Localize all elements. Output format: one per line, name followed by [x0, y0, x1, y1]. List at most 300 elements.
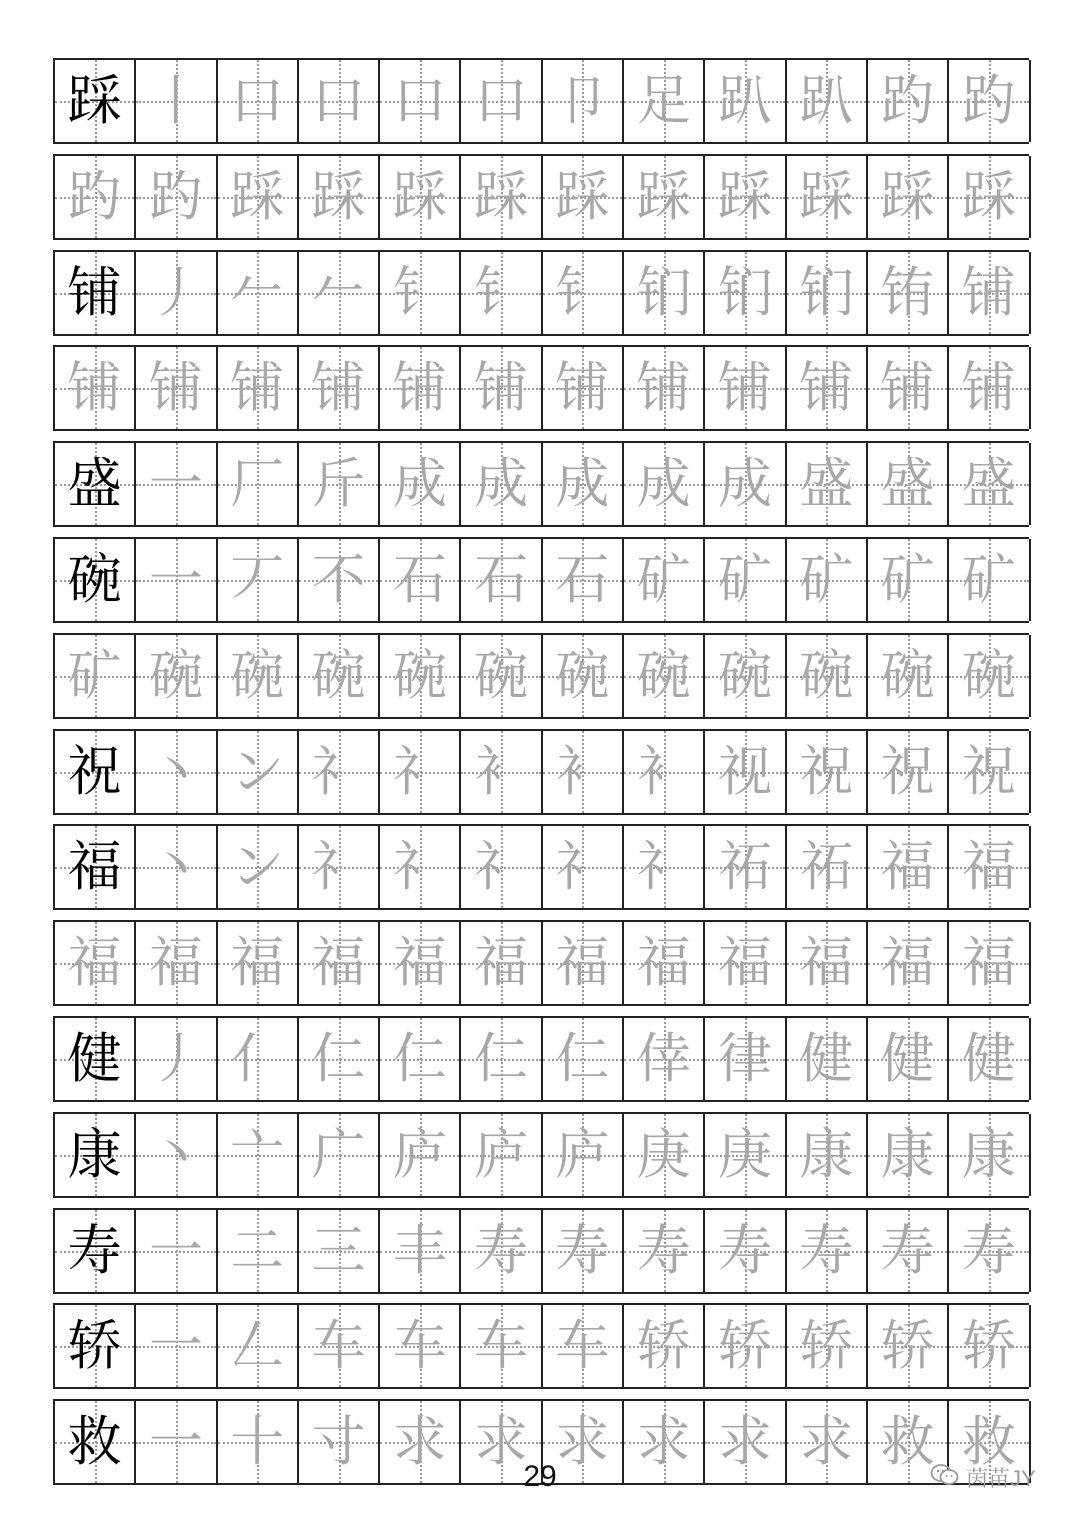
- tracing-cell[interactable]: [136, 922, 217, 1004]
- stroke-order-character: 踩: [230, 164, 285, 228]
- tracing-cell[interactable]: [380, 60, 461, 142]
- stroke-order-character: 成: [718, 452, 773, 516]
- stroke-order-character: 求: [799, 1410, 854, 1474]
- practice-row: [53, 250, 1029, 336]
- tracing-cell[interactable]: [787, 1018, 868, 1100]
- stroke-order-character: 铺: [67, 356, 122, 420]
- stroke-order-character: 求: [718, 1410, 773, 1474]
- tracing-cell[interactable]: [868, 252, 949, 334]
- tracing-cell[interactable]: [868, 1401, 949, 1483]
- tracing-cell[interactable]: [705, 635, 786, 717]
- stroke-order-character: 救: [880, 1410, 935, 1474]
- stroke-order-character: 口: [311, 69, 366, 132]
- stroke-order-character: 铺: [961, 260, 1016, 324]
- tracing-cell[interactable]: [218, 1401, 299, 1483]
- stroke-order-character: 𠃋: [230, 1314, 285, 1378]
- stroke-order-character: 丶: [148, 835, 203, 899]
- tracing-cell[interactable]: [624, 635, 705, 717]
- stroke-order-character: 碗: [961, 643, 1016, 707]
- stroke-order-character: 趵: [961, 69, 1016, 132]
- tracing-cell[interactable]: [705, 1210, 786, 1292]
- stroke-order-character: 一: [148, 1410, 203, 1474]
- stroke-order-character: 趵: [67, 164, 122, 228]
- tracing-cell[interactable]: [299, 1401, 380, 1483]
- stroke-order-character: 三: [311, 1218, 366, 1282]
- tracing-cell[interactable]: [543, 731, 624, 813]
- stroke-order-character: 寿: [880, 1218, 935, 1282]
- stroke-order-character: 碗: [392, 643, 447, 707]
- stroke-order-character: 礻: [392, 835, 447, 899]
- tracing-cell[interactable]: [543, 635, 624, 717]
- tracing-cell[interactable]: [705, 539, 786, 621]
- stroke-order-character: 礻: [311, 835, 366, 899]
- stroke-order-character: 成: [555, 452, 610, 516]
- tracing-cell[interactable]: [787, 252, 868, 334]
- stroke-order-character: 康: [961, 1122, 1016, 1186]
- stroke-order-character: 踩: [311, 164, 366, 228]
- stroke-order-character: 成: [474, 452, 529, 516]
- tracing-cell[interactable]: [380, 156, 461, 238]
- stroke-order-character: 铺: [880, 356, 935, 420]
- model-character: 踩: [67, 69, 122, 132]
- stroke-order-character: 寿: [636, 1218, 691, 1282]
- stroke-order-character: 礻: [555, 835, 610, 899]
- stroke-order-character: 祏: [799, 835, 854, 899]
- stroke-order-character: 庐: [555, 1122, 610, 1186]
- stroke-order-character: 车: [474, 1314, 529, 1378]
- stroke-order-character: 盛: [799, 452, 854, 516]
- tracing-cell[interactable]: [624, 539, 705, 621]
- stroke-order-character: ン: [230, 739, 285, 803]
- practice-row: [53, 537, 1029, 623]
- tracing-cell[interactable]: [543, 252, 624, 334]
- tracing-cell[interactable]: [949, 156, 1030, 238]
- tracing-cell[interactable]: [136, 1114, 217, 1196]
- stroke-order-character: 轿: [718, 1314, 773, 1378]
- tracing-cell[interactable]: [868, 922, 949, 1004]
- tracing-cell[interactable]: [624, 347, 705, 429]
- stroke-order-character: 福: [311, 931, 366, 995]
- stroke-order-character: 碗: [230, 643, 285, 707]
- stroke-order-character: 一: [148, 1218, 203, 1282]
- tracing-cell[interactable]: [949, 539, 1030, 621]
- tracing-cell[interactable]: [705, 1401, 786, 1483]
- tracing-cell[interactable]: [705, 156, 786, 238]
- model-character-cell: [55, 1018, 136, 1100]
- tracing-cell[interactable]: [868, 60, 949, 142]
- tracing-cell[interactable]: [787, 539, 868, 621]
- stroke-order-character: 盛: [961, 452, 1016, 516]
- tracing-cell[interactable]: [624, 443, 705, 525]
- stroke-order-character: 福: [230, 931, 285, 995]
- tracing-cell[interactable]: [299, 826, 380, 908]
- tracing-cell[interactable]: [787, 1305, 868, 1387]
- practice-row: [53, 1303, 1029, 1389]
- model-character-cell: [55, 60, 136, 142]
- tracing-cell[interactable]: [218, 731, 299, 813]
- tracing-cell[interactable]: [705, 252, 786, 334]
- tracing-cell[interactable]: [624, 826, 705, 908]
- stroke-order-character: 福: [392, 931, 447, 995]
- tracing-cell[interactable]: [136, 1401, 217, 1483]
- tracing-cell[interactable]: [218, 1018, 299, 1100]
- tracing-cell[interactable]: [624, 156, 705, 238]
- tracing-cell[interactable]: [218, 922, 299, 1004]
- tracing-cell[interactable]: [299, 156, 380, 238]
- tracing-cell[interactable]: [868, 731, 949, 813]
- stroke-order-character: 庚: [718, 1122, 773, 1186]
- tracing-cell[interactable]: [136, 252, 217, 334]
- stroke-order-character: 丨: [148, 69, 203, 132]
- stroke-order-character: 铺: [961, 356, 1016, 420]
- stroke-order-character: 趵: [148, 164, 203, 228]
- stroke-order-character: 求: [555, 1410, 610, 1474]
- tracing-cell[interactable]: [461, 156, 542, 238]
- stroke-order-character: 踩: [474, 164, 529, 228]
- tracing-cell[interactable]: [543, 539, 624, 621]
- tracing-cell[interactable]: [461, 1305, 542, 1387]
- model-character-cell: [55, 252, 136, 334]
- tracing-cell[interactable]: [543, 1305, 624, 1387]
- stroke-order-character: 寿: [961, 1218, 1016, 1282]
- stroke-order-character: 庐: [474, 1122, 529, 1186]
- tracing-cell[interactable]: [624, 1401, 705, 1483]
- tracing-cell[interactable]: [787, 443, 868, 525]
- tracing-cell[interactable]: [136, 156, 217, 238]
- stroke-order-character: 福: [636, 931, 691, 995]
- tracing-cell[interactable]: [299, 1018, 380, 1100]
- tracing-cell[interactable]: [868, 826, 949, 908]
- tracing-cell[interactable]: [868, 347, 949, 429]
- tracing-cell[interactable]: [949, 60, 1030, 142]
- stroke-order-character: 福: [961, 931, 1016, 995]
- model-character-cell: [55, 443, 136, 525]
- stroke-order-character: 一: [148, 1314, 203, 1378]
- tracing-cell[interactable]: [299, 252, 380, 334]
- tracing-cell[interactable]: [543, 443, 624, 525]
- tracing-cell[interactable]: [136, 443, 217, 525]
- tracing-cell[interactable]: [299, 60, 380, 142]
- model-character-cell: [55, 1114, 136, 1196]
- practice-row: [53, 441, 1029, 527]
- stroke-order-character: 趵: [880, 69, 935, 132]
- stroke-order-character: 铺: [636, 356, 691, 420]
- tracing-cell[interactable]: [787, 922, 868, 1004]
- tracing-cell[interactable]: [868, 635, 949, 717]
- tracing-cell[interactable]: [461, 635, 542, 717]
- tracing-cell[interactable]: [949, 1401, 1030, 1483]
- stroke-order-character: 衤: [555, 739, 610, 803]
- tracing-cell[interactable]: [624, 1114, 705, 1196]
- tracing-cell[interactable]: [218, 252, 299, 334]
- tracing-cell[interactable]: [543, 156, 624, 238]
- tracing-cell[interactable]: [380, 1114, 461, 1196]
- tracing-cell[interactable]: [624, 1018, 705, 1100]
- tracing-cell[interactable]: [299, 922, 380, 1004]
- tracing-cell[interactable]: [949, 635, 1030, 717]
- stroke-order-character: 一: [148, 452, 203, 516]
- tracing-cell[interactable]: [136, 539, 217, 621]
- practice-row: [53, 729, 1029, 815]
- tracing-cell[interactable]: [705, 443, 786, 525]
- tracing-cell[interactable]: [461, 1018, 542, 1100]
- tracing-cell[interactable]: [705, 826, 786, 908]
- tracing-cell[interactable]: [705, 1305, 786, 1387]
- stroke-order-character: 矿: [67, 643, 122, 707]
- tracing-cell[interactable]: [868, 1210, 949, 1292]
- tracing-cell[interactable]: [543, 60, 624, 142]
- tracing-cell[interactable]: [380, 1305, 461, 1387]
- tracing-cell[interactable]: [136, 1305, 217, 1387]
- stroke-order-character: 祝: [799, 739, 854, 803]
- tracing-cell[interactable]: [543, 1210, 624, 1292]
- stroke-order-character: 斤: [311, 452, 366, 516]
- stroke-order-character: 福: [880, 835, 935, 899]
- tracing-cell[interactable]: [868, 1305, 949, 1387]
- tracing-cell[interactable]: [299, 539, 380, 621]
- practice-row: [53, 824, 1029, 910]
- stroke-order-character: 寿: [718, 1218, 773, 1282]
- stroke-order-character: 碗: [474, 643, 529, 707]
- tracing-cell[interactable]: [136, 731, 217, 813]
- tracing-cell[interactable]: [461, 539, 542, 621]
- practice-row: [53, 154, 1029, 240]
- tracing-cell[interactable]: [868, 1114, 949, 1196]
- tracing-cell[interactable]: [299, 1210, 380, 1292]
- tracing-cell[interactable]: [787, 156, 868, 238]
- stroke-order-character: 寿: [474, 1218, 529, 1282]
- tracing-cell[interactable]: [543, 347, 624, 429]
- stroke-order-character: 碗: [311, 643, 366, 707]
- tracing-cell[interactable]: [543, 1018, 624, 1100]
- tracing-cell[interactable]: [299, 1114, 380, 1196]
- stroke-order-character: 不: [311, 547, 366, 611]
- tracing-cell[interactable]: [136, 826, 217, 908]
- tracing-cell[interactable]: [949, 826, 1030, 908]
- tracing-cell[interactable]: [705, 60, 786, 142]
- stroke-order-character: 求: [636, 1410, 691, 1474]
- tracing-cell[interactable]: [380, 731, 461, 813]
- stroke-order-character: 铺: [392, 356, 447, 420]
- stroke-order-character: 健: [961, 1026, 1016, 1090]
- tracing-cell[interactable]: [949, 252, 1030, 334]
- tracing-cell[interactable]: [787, 1210, 868, 1292]
- tracing-cell[interactable]: [705, 922, 786, 1004]
- stroke-order-character: 碗: [636, 643, 691, 707]
- stroke-order-character: 广: [311, 1122, 366, 1186]
- tracing-cell[interactable]: [949, 1018, 1030, 1100]
- model-character-cell: [55, 539, 136, 621]
- stroke-order-character: 亠: [230, 1122, 285, 1186]
- tracing-cell[interactable]: [55, 922, 136, 1004]
- stroke-order-character: 踩: [718, 164, 773, 228]
- stroke-order-character: 成: [636, 452, 691, 516]
- stroke-order-character: 福: [67, 931, 122, 995]
- stroke-order-character: 钔: [799, 260, 854, 324]
- tracing-cell[interactable]: [787, 731, 868, 813]
- tracing-cell[interactable]: [868, 1018, 949, 1100]
- stroke-order-character: 健: [880, 1026, 935, 1090]
- tracing-cell[interactable]: [55, 635, 136, 717]
- tracing-cell[interactable]: [136, 347, 217, 429]
- stroke-order-character: 礻: [392, 739, 447, 803]
- model-character: 康: [67, 1122, 122, 1186]
- stroke-order-character: 福: [880, 931, 935, 995]
- tracing-cell[interactable]: [949, 922, 1030, 1004]
- tracing-cell[interactable]: [868, 539, 949, 621]
- stroke-order-character: 轿: [636, 1314, 691, 1378]
- tracing-cell[interactable]: [136, 1210, 217, 1292]
- tracing-cell[interactable]: [218, 156, 299, 238]
- tracing-cell[interactable]: [461, 1114, 542, 1196]
- stroke-order-character: 车: [311, 1314, 366, 1378]
- tracing-cell[interactable]: [624, 1210, 705, 1292]
- tracing-cell[interactable]: [949, 1210, 1030, 1292]
- tracing-cell[interactable]: [461, 731, 542, 813]
- tracing-cell[interactable]: [380, 252, 461, 334]
- tracing-cell[interactable]: [380, 539, 461, 621]
- tracing-cell[interactable]: [543, 1114, 624, 1196]
- stroke-order-character: 一: [148, 547, 203, 611]
- tracing-cell[interactable]: [55, 156, 136, 238]
- model-character: 轿: [67, 1314, 122, 1378]
- practice-row: [53, 633, 1029, 719]
- tracing-cell[interactable]: [299, 731, 380, 813]
- tracing-cell[interactable]: [55, 347, 136, 429]
- tracing-cell[interactable]: [787, 60, 868, 142]
- stroke-order-character: 丿: [148, 1026, 203, 1090]
- tracing-cell[interactable]: [461, 1401, 542, 1483]
- stroke-order-character: 铺: [230, 356, 285, 420]
- tracing-cell[interactable]: [461, 443, 542, 525]
- tracing-cell[interactable]: [380, 1401, 461, 1483]
- tracing-cell[interactable]: [299, 347, 380, 429]
- tracing-cell[interactable]: [543, 826, 624, 908]
- stroke-order-character: 厂: [230, 452, 285, 516]
- stroke-order-character: 求: [474, 1410, 529, 1474]
- tracing-cell[interactable]: [461, 826, 542, 908]
- stroke-order-character: 盛: [880, 452, 935, 516]
- tracing-cell[interactable]: [949, 443, 1030, 525]
- tracing-cell[interactable]: [705, 1114, 786, 1196]
- stroke-order-character: ン: [230, 835, 285, 899]
- tracing-cell[interactable]: [787, 1114, 868, 1196]
- stroke-order-character: 十: [230, 1410, 285, 1474]
- tracing-cell[interactable]: [380, 1210, 461, 1292]
- tracing-cell[interactable]: [949, 1114, 1030, 1196]
- stroke-order-character: 亻: [230, 1026, 285, 1090]
- tracing-cell[interactable]: [380, 347, 461, 429]
- stroke-order-character: 铺: [474, 356, 529, 420]
- stroke-order-character: 求: [392, 1410, 447, 1474]
- tracing-cell[interactable]: [705, 731, 786, 813]
- tracing-cell[interactable]: [461, 922, 542, 1004]
- tracing-cell[interactable]: [380, 1018, 461, 1100]
- tracing-cell[interactable]: [218, 826, 299, 908]
- model-character: 寿: [67, 1218, 122, 1282]
- stroke-order-character: 碗: [880, 643, 935, 707]
- stroke-order-character: 铕: [880, 260, 935, 324]
- tracing-cell[interactable]: [624, 731, 705, 813]
- model-character: 福: [67, 835, 122, 899]
- tracing-cell[interactable]: [299, 1305, 380, 1387]
- stroke-order-character: 口: [392, 69, 447, 132]
- tracing-cell[interactable]: [787, 635, 868, 717]
- tracing-cell[interactable]: [949, 347, 1030, 429]
- stroke-order-character: 寿: [555, 1218, 610, 1282]
- model-character: 健: [67, 1026, 122, 1090]
- stroke-order-character: 倖: [636, 1026, 691, 1090]
- stroke-order-character: 矿: [636, 547, 691, 611]
- stroke-order-character: 丰: [392, 1218, 447, 1282]
- stroke-order-character: 铺: [555, 356, 610, 420]
- tracing-cell[interactable]: [461, 252, 542, 334]
- tracing-cell[interactable]: [218, 1114, 299, 1196]
- tracing-cell[interactable]: [949, 1305, 1030, 1387]
- tracing-cell[interactable]: [299, 443, 380, 525]
- tracing-cell[interactable]: [136, 1018, 217, 1100]
- model-character: 祝: [67, 739, 122, 803]
- tracing-cell[interactable]: [218, 443, 299, 525]
- tracing-cell[interactable]: [624, 1305, 705, 1387]
- stroke-order-character: 碗: [555, 643, 610, 707]
- tracing-cell[interactable]: [868, 443, 949, 525]
- stroke-order-character: 口: [230, 69, 285, 132]
- tracing-cell[interactable]: [787, 347, 868, 429]
- tracing-cell[interactable]: [218, 1305, 299, 1387]
- tracing-cell[interactable]: [136, 60, 217, 142]
- stroke-order-character: 车: [555, 1314, 610, 1378]
- tracing-cell[interactable]: [136, 635, 217, 717]
- tracing-cell[interactable]: [218, 1210, 299, 1292]
- tracing-cell[interactable]: [461, 347, 542, 429]
- tracing-cell[interactable]: [624, 252, 705, 334]
- stroke-order-character: 石: [555, 547, 610, 611]
- stroke-order-character: 寸: [311, 1410, 366, 1474]
- tracing-cell[interactable]: [218, 635, 299, 717]
- tracing-cell[interactable]: [787, 826, 868, 908]
- stroke-order-character: 律: [718, 1026, 773, 1090]
- tracing-cell[interactable]: [705, 1018, 786, 1100]
- stroke-order-character: 踩: [636, 164, 691, 228]
- tracing-cell[interactable]: [380, 635, 461, 717]
- tracing-cell[interactable]: [624, 922, 705, 1004]
- tracing-cell[interactable]: [543, 1401, 624, 1483]
- stroke-order-character: 视: [718, 739, 773, 803]
- stroke-order-character: 轿: [880, 1314, 935, 1378]
- tracing-cell[interactable]: [218, 60, 299, 142]
- tracing-cell[interactable]: [868, 156, 949, 238]
- tracing-cell[interactable]: [299, 635, 380, 717]
- tracing-cell[interactable]: [461, 60, 542, 142]
- stroke-order-character: 铺: [311, 356, 366, 420]
- tracing-cell[interactable]: [218, 539, 299, 621]
- tracing-cell[interactable]: [380, 443, 461, 525]
- tracing-cell[interactable]: [218, 347, 299, 429]
- tracing-cell[interactable]: [705, 347, 786, 429]
- tracing-cell[interactable]: [624, 60, 705, 142]
- stroke-order-character: 二: [230, 1218, 285, 1282]
- tracing-cell[interactable]: [949, 731, 1030, 813]
- tracing-cell[interactable]: [787, 1401, 868, 1483]
- tracing-cell[interactable]: [380, 826, 461, 908]
- tracing-cell[interactable]: [461, 1210, 542, 1292]
- tracing-cell[interactable]: [380, 922, 461, 1004]
- page-number: 29: [523, 1460, 557, 1493]
- tracing-cell[interactable]: [543, 922, 624, 1004]
- stroke-order-character: 福: [961, 835, 1016, 899]
- stroke-order-character: 矿: [880, 547, 935, 611]
